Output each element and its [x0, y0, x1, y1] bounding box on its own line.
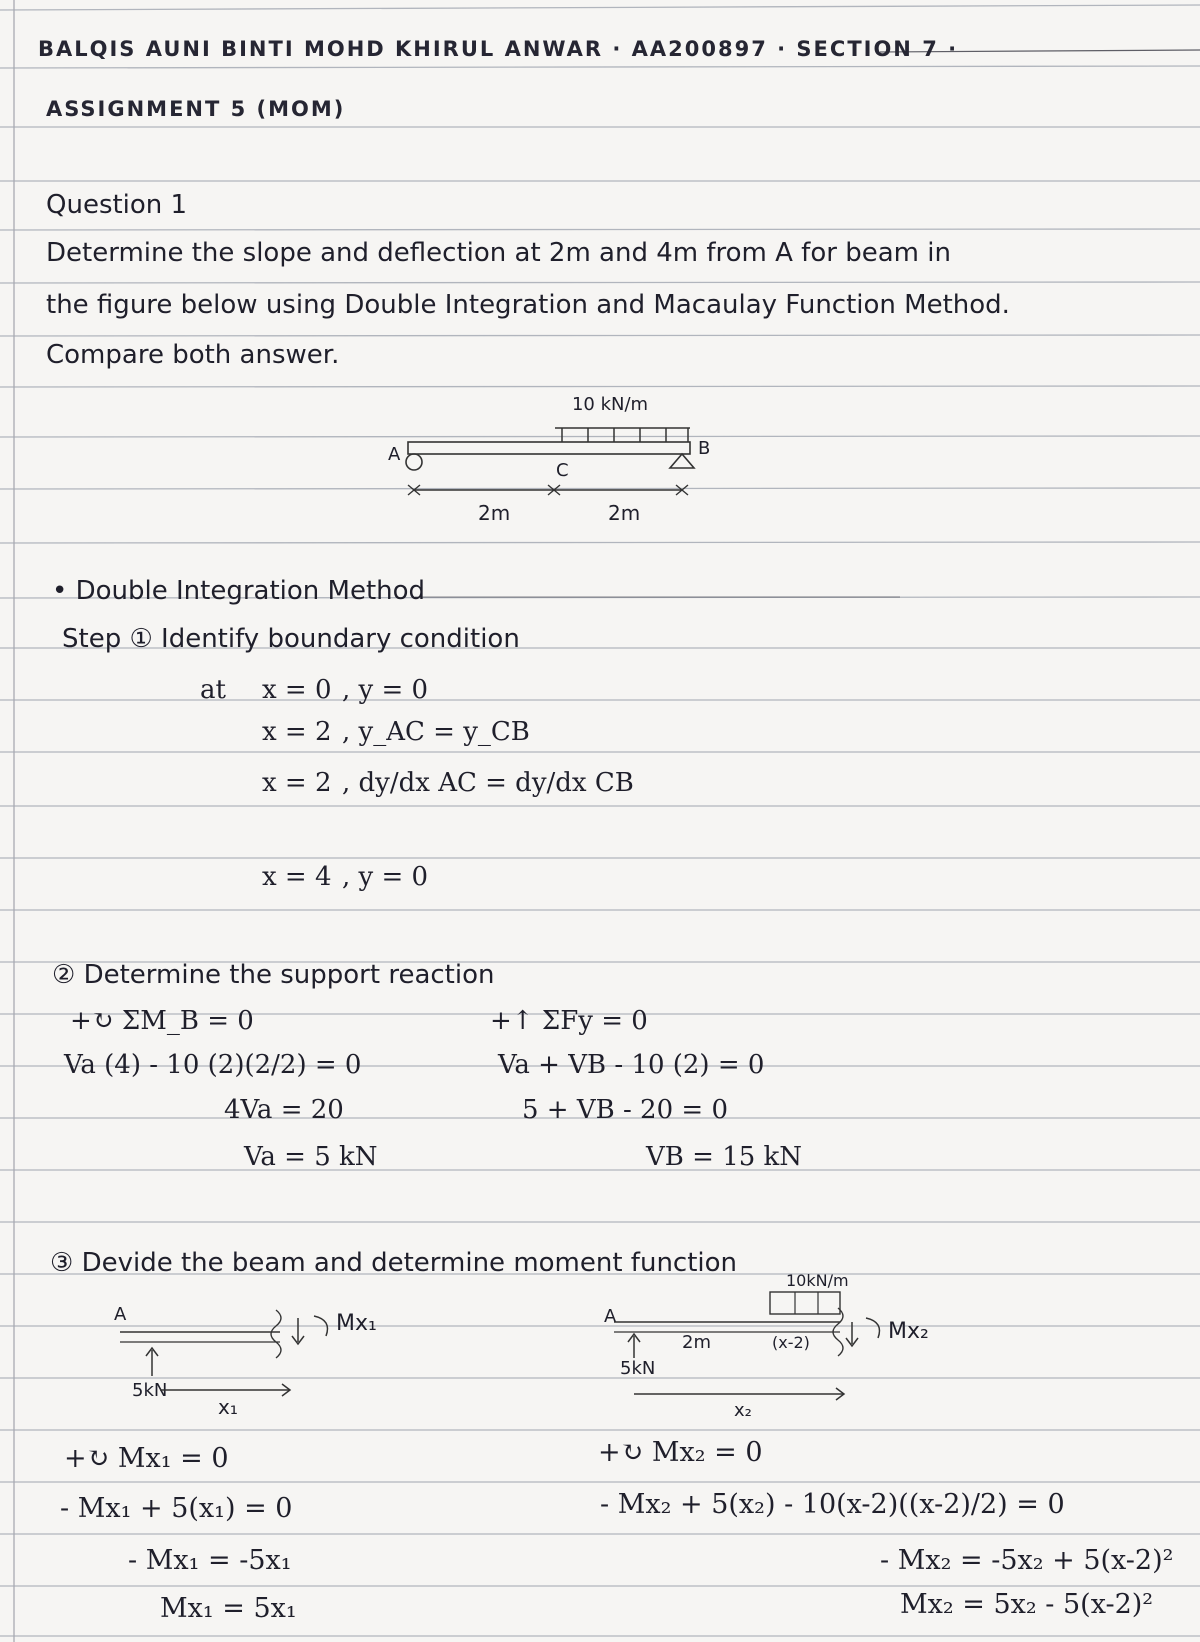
roller-support-b	[670, 454, 694, 468]
moment-arrow-left	[314, 1316, 328, 1336]
bc-4-y: , y = 0	[342, 862, 429, 892]
method-title: • Double Integration Method	[52, 576, 426, 606]
point-a-label: A	[388, 444, 401, 465]
point-c-label: C	[556, 460, 569, 481]
right-eq-2: - Mx₂ + 5(x₂) - 10(x-2)((x-2)/2) = 0	[600, 1489, 1065, 1520]
fbd-right-moment: Mx₂	[888, 1319, 929, 1344]
span-ac-label: 2m	[478, 501, 511, 525]
fbd-right-seg: (x-2)	[772, 1333, 810, 1352]
point-b-label: B	[698, 438, 711, 459]
bc-3-y: , dy/dx AC = dy/dx CB	[342, 768, 634, 798]
fbd-left-x: x₁	[218, 1395, 238, 1419]
assignment-title: ASSIGNMENT 5 (MOM)	[46, 97, 346, 121]
question-line-1: Determine the slope and deflection at 2m and 4m from A for beam in	[46, 238, 951, 268]
fbd-left-a: A	[114, 1304, 127, 1325]
student-info: BALQIS AUNI BINTI MOHD KHIRUL ANWAR · AA200897 · SECTION 7 ·	[38, 37, 959, 61]
fbd-right-x: x₂	[734, 1400, 752, 1421]
moment-arrow-right	[866, 1318, 880, 1338]
fbd-left	[100, 1290, 460, 1420]
dimension-line	[408, 485, 688, 495]
right-eq-4: Mx₂ = 5x₂ - 5(x-2)²	[900, 1589, 1154, 1620]
left-eq-4: Mx₁ = 5x₁	[160, 1593, 297, 1624]
bc-1-x: x = 0	[262, 675, 332, 705]
beam-figure	[370, 390, 730, 540]
load-label: 10 kN/m	[571, 394, 649, 415]
step-3-title: ③ Devide the beam and determine moment function	[50, 1248, 738, 1278]
distributed-load-arrows	[562, 428, 688, 442]
bc-2-y: , y_AC = y_CB	[342, 717, 530, 747]
step-1-title: Step ① Identify boundary condition	[62, 624, 520, 654]
left-eq-1: +↻ Mx₁ = 0	[64, 1443, 229, 1474]
question-title: Question 1	[46, 190, 188, 220]
va-result: Va = 5 kN	[244, 1142, 378, 1172]
span-cb-label: 2m	[608, 501, 641, 525]
fbd-left-force: 5kN	[132, 1380, 168, 1401]
fbd-right-force: 5kN	[620, 1358, 656, 1379]
left-eq-3: - Mx₁ = -5x₁	[128, 1545, 292, 1576]
fbd-left-moment: Mx₁	[336, 1311, 377, 1336]
right-eq-3: - Mx₂ = -5x₂ + 5(x-2)²	[880, 1545, 1174, 1576]
bc-3-x: x = 2	[262, 768, 332, 798]
force-sum-y: +↑ ΣFy = 0	[490, 1006, 648, 1036]
bc-at: at	[200, 675, 226, 705]
fbd-right-a: A	[604, 1306, 617, 1327]
left-eq-2: - Mx₁ + 5(x₁) = 0	[60, 1493, 293, 1524]
moment-sum-b: +↻ ΣM_B = 0	[70, 1006, 254, 1036]
force-eq: Va + VB - 10 (2) = 0	[498, 1050, 765, 1080]
bc-1-y: , y = 0	[342, 675, 429, 705]
fbd-right	[590, 1262, 1150, 1422]
moment-eq: Va (4) - 10 (2)(2/2) = 0	[64, 1050, 362, 1080]
cut-section-left	[271, 1310, 281, 1358]
bc-4-x: x = 4	[262, 862, 332, 892]
vb-result: VB = 15 kN	[646, 1142, 803, 1172]
fbd-right-load: 10kN/m	[786, 1271, 849, 1290]
step-2-title: ② Determine the support reaction	[52, 960, 495, 990]
vb-eq: 5 + VB - 20 = 0	[522, 1095, 728, 1125]
right-eq-1: +↻ Mx₂ = 0	[598, 1437, 763, 1468]
question-line-2: the figure below using Double Integration and Macaulay Function Method.	[46, 290, 1010, 320]
va-eq: 4Va = 20	[224, 1095, 344, 1125]
partial-udl-block	[770, 1292, 840, 1314]
beam	[408, 442, 690, 454]
bc-2-x: x = 2	[262, 717, 332, 747]
question-line-3: Compare both answer.	[46, 340, 340, 370]
pin-support-a	[406, 454, 422, 470]
fbd-right-span: 2m	[682, 1332, 711, 1353]
